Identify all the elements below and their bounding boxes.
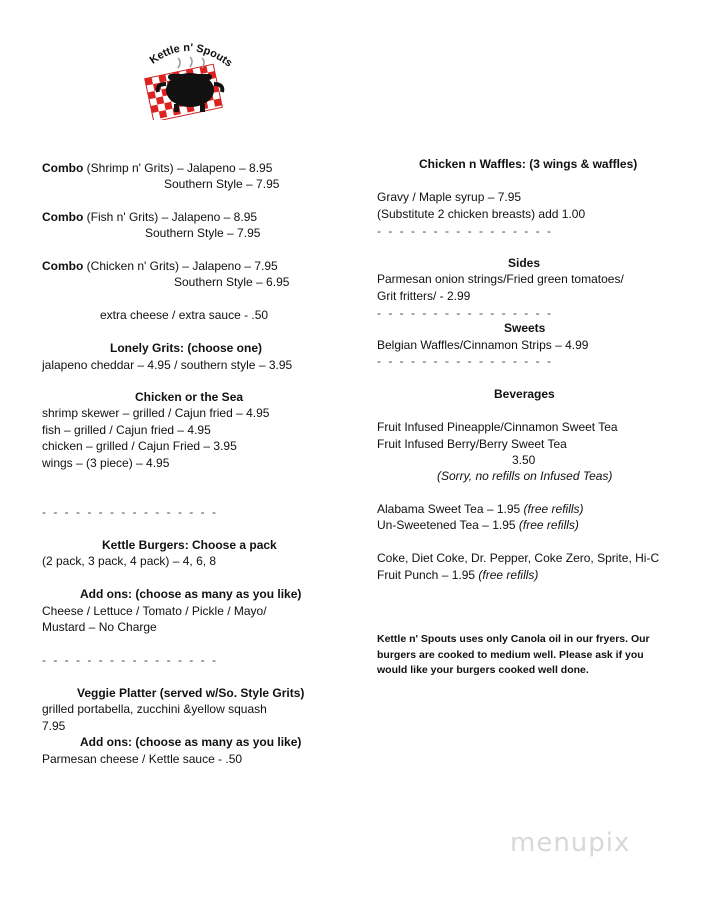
sides-line: Parmesan onion strings/Fried green tomatoes/ (377, 272, 624, 286)
alabama-sweet-tea-text: Alabama Sweet Tea – 1.95 (377, 502, 524, 516)
sides-title: Sides (508, 256, 541, 270)
sides-line: Grit fritters/ - 2.99 (377, 289, 471, 303)
alabama-sweet-tea (377, 501, 584, 517)
veggie-platter-price: 7.95 (42, 719, 66, 733)
addons-line: Cheese / Lettuce / Tomato / Pickle / Mayo/ (42, 604, 267, 618)
sweets-line: Belgian Waffles/Cinnamon Strips – 4.99 (377, 338, 589, 352)
free-refills-note: (free refills) (523, 502, 584, 516)
combo-label: Combo (42, 210, 84, 224)
combo-shrimp-line (42, 160, 272, 176)
soda-line: Coke, Diet Coke, Dr. Pepper, Coke Zero, Sprite, Hi-C (377, 551, 660, 565)
beverage-line: Fruit Infused Berry/Berry Sweet Tea (377, 437, 567, 451)
veggie-platter-line: grilled portabella, zucchini &yellow squash (42, 702, 267, 716)
chicken-waffles-title: Chicken n Waffles: (3 wings & waffles) (419, 157, 638, 171)
combo-chicken-text: (Chicken n' Grits) – Jalapeno – 7.95 (83, 259, 278, 273)
kettle-burgers-title: Kettle Burgers: Choose a pack (102, 538, 277, 552)
extra-cheese-sauce: extra cheese / extra sauce - .50 (100, 308, 269, 322)
divider-dashes: - - - - - - - - - - - - - - - - (377, 224, 553, 238)
chicken-sea-item: wings – (3 piece) – 4.95 (42, 456, 170, 470)
canola-oil-note: Kettle n' Spouts uses only Canola oil in our fryers. Our burgers are cooked to medium well. Please ask if you would like your burgers cooked well done. (377, 633, 650, 676)
combo-label: Combo (42, 259, 84, 273)
fruit-punch-text: Fruit Punch – 1.95 (377, 568, 479, 582)
divider-dashes: - - - - - - - - - - - - - - - - (377, 354, 553, 368)
veggie-addons-line: Parmesan cheese / Kettle sauce - .50 (42, 752, 243, 766)
chicken-sea-item: chicken – grilled / Cajun Fried – 3.95 (42, 439, 237, 453)
addons-line: Mustard – No Charge (42, 620, 157, 634)
infused-tea-note: (Sorry, no refills on Infused Teas) (437, 469, 613, 483)
addons-title: Add ons: (choose as many as you like) (80, 587, 302, 601)
unsweetened-tea-text: Un-Sweetened Tea – 1.95 (377, 518, 519, 532)
combo-shrimp-text: (Shrimp n' Grits) – Jalapeno – 8.95 (83, 161, 273, 175)
combo-chicken-southern: Southern Style – 6.95 (174, 275, 290, 289)
logo-text: Kettle n' Spouts (147, 41, 235, 70)
combo-fish-line (42, 209, 257, 225)
lonely-grits-line: jalapeno cheddar – 4.95 / southern style – 3.95 (42, 358, 293, 372)
chicken-waffles-line: Gravy / Maple syrup – 7.95 (377, 190, 522, 204)
restaurant-logo (138, 40, 238, 120)
combo-fish-text: (Fish n' Grits) – Jalapeno – 8.95 (83, 210, 258, 224)
kettle-burgers-line: (2 pack, 3 pack, 4 pack) – 4, 6, 8 (42, 554, 217, 568)
unsweetened-tea (377, 517, 579, 533)
veggie-addons-title: Add ons: (choose as many as you like) (80, 735, 302, 749)
infused-tea-price: 3.50 (512, 453, 536, 467)
free-refills-note: (free refills) (478, 568, 539, 582)
lonely-grits-title: Lonely Grits: (choose one) (110, 341, 263, 355)
sweets-title: Sweets (504, 321, 546, 335)
watermark: menupix (510, 828, 631, 858)
chicken-waffles-substitute: (Substitute 2 chicken breasts) add 1.00 (377, 207, 586, 221)
beverage-line: Fruit Infused Pineapple/Cinnamon Sweet Tea (377, 420, 618, 434)
free-refills-note: (free refills) (518, 518, 579, 532)
divider-dashes: - - - - - - - - - - - - - - - - (42, 653, 218, 667)
veggie-platter-title: Veggie Platter (served w/So. Style Grits) (77, 686, 305, 700)
combo-label: Combo (42, 161, 84, 175)
combo-fish-southern: Southern Style – 7.95 (145, 226, 261, 240)
chicken-sea-title: Chicken or the Sea (135, 390, 244, 404)
beverages-title: Beverages (494, 387, 555, 401)
chicken-sea-item: shrimp skewer – grilled / Cajun fried – 4.95 (42, 406, 270, 420)
fruit-punch (377, 567, 538, 583)
combo-chicken-line (42, 258, 278, 274)
chicken-sea-item: fish – grilled / Cajun fried – 4.95 (42, 423, 211, 437)
divider-dashes: - - - - - - - - - - - - - - - - (42, 505, 218, 519)
divider-dashes: - - - - - - - - - - - - - - - - (377, 306, 553, 320)
combo-shrimp-southern: Southern Style – 7.95 (164, 177, 280, 191)
